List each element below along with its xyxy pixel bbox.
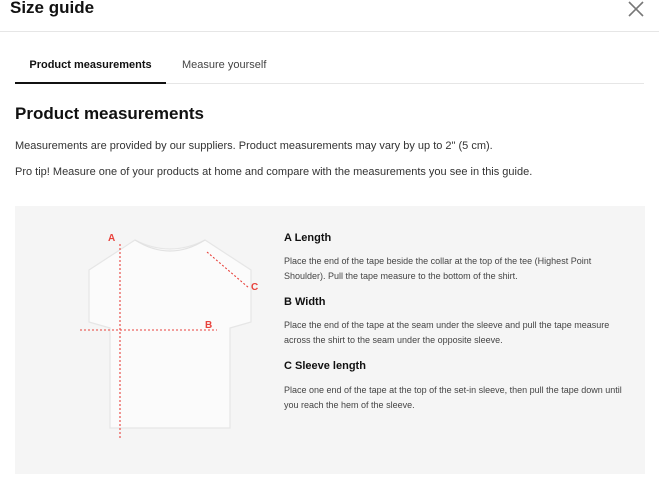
dialog-header <box>0 0 659 32</box>
width-title: B Width <box>284 296 326 308</box>
tab-product-measurements[interactable]: Product measurements <box>15 50 166 84</box>
label-a: A <box>108 233 116 244</box>
close-icon[interactable] <box>626 0 646 18</box>
supplier-note: Measurements are provided by our suppliers. Product measurements may vary by up to 2" (5 cm). <box>15 140 493 152</box>
label-b: B <box>205 320 213 331</box>
width-text: Place the end of the tape at the seam under the sleeve and pull the tape measure across the shirt to the seam under the opposite sleeve. <box>284 320 610 345</box>
tshirt-icon <box>65 228 275 448</box>
measurement-list <box>284 206 634 474</box>
measurement-panel <box>15 206 645 474</box>
sleeve-text: Place one end of the tape at the top of the set-in sleeve, then pull the tape down until you reach the hem of the sleeve. <box>284 385 622 410</box>
length-title: A Length <box>284 232 332 244</box>
section-heading: Product measurements <box>15 104 204 123</box>
tab-measure-yourself[interactable]: Measure yourself <box>182 59 267 71</box>
sleeve-title: C Sleeve length <box>284 360 366 372</box>
label-c: C <box>251 282 259 293</box>
pro-tip: Pro tip! Measure one of your products at home and compare with the measurements you see in this guide. <box>15 166 533 178</box>
tab-bar <box>15 50 644 84</box>
dialog-title: Size guide <box>10 0 95 17</box>
length-text: Place the end of the tape beside the collar at the top of the tee (Highest Point Shoulder). Pull the tape measure to the bottom of the shirt. <box>284 256 592 281</box>
